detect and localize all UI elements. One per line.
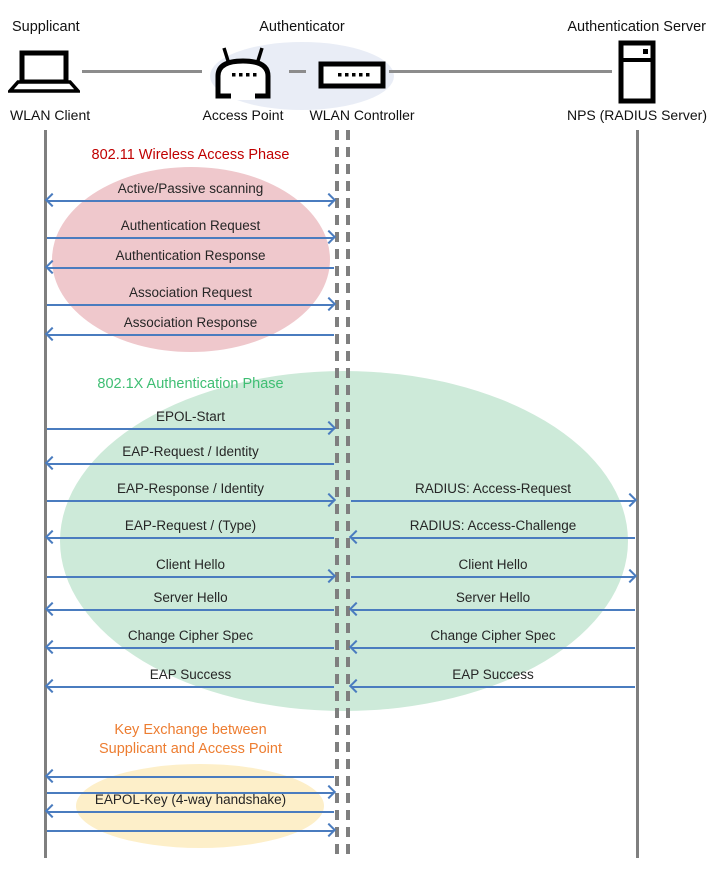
wlan-controller-label: WLAN Controller — [309, 107, 415, 123]
arrowhead-left-icon — [45, 769, 59, 783]
arrow-shaft — [47, 200, 334, 202]
access-point-label: Access Point — [202, 107, 284, 123]
wlan-client-label: WLAN Client — [10, 107, 91, 123]
lifeline-wlan-controller — [346, 130, 350, 858]
phase3-title-line2: Supplicant and Access Point — [99, 741, 282, 757]
phase2-title: 802.1X Authentication Phase — [97, 376, 284, 392]
message-label: Client Hello — [155, 557, 226, 572]
message-label: Association Response — [123, 315, 258, 330]
arrow-shaft — [47, 428, 334, 430]
arrow-shaft — [47, 811, 334, 813]
lifeline-nps-server — [636, 130, 639, 858]
message-label: EAP-Request / (Type) — [124, 518, 257, 533]
arrow-shaft — [47, 776, 334, 778]
arrow-shaft — [351, 576, 635, 578]
authenticator-role-label: Authenticator — [259, 19, 345, 35]
arrow-shaft — [47, 237, 334, 239]
nps-radius-server-label: NPS (RADIUS Server) — [566, 107, 707, 123]
phase1-title: 802.11 Wireless Access Phase — [91, 147, 290, 163]
message-label: Active/Passive scanning — [117, 181, 264, 196]
arrow-shaft — [47, 463, 334, 465]
arrow-shaft — [47, 686, 334, 688]
arrow-shaft — [351, 609, 635, 611]
message-label: RADIUS: Access-Request — [414, 481, 572, 496]
arrowhead-right-icon — [322, 823, 336, 837]
supplicant-role-label: Supplicant — [12, 19, 80, 35]
message-label: Authentication Response — [115, 248, 266, 263]
message-label: EPOL-Start — [155, 409, 226, 424]
message-label: EAP Success — [149, 667, 232, 682]
connector-controller-server — [389, 70, 612, 73]
phase3-title — [47, 721, 334, 759]
arrow-shaft — [47, 830, 334, 832]
wlan-controller-icon — [318, 60, 386, 90]
arrow-shaft — [351, 647, 635, 649]
message-label: RADIUS: Access-Challenge — [409, 518, 577, 533]
arrow-shaft — [47, 500, 334, 502]
arrow-shaft — [47, 647, 334, 649]
message-label: EAP-Response / Identity — [116, 481, 265, 496]
arrow-shaft — [47, 334, 334, 336]
message-label: Client Hello — [458, 557, 528, 572]
connector-ap-controller — [289, 70, 306, 73]
message-label: Server Hello — [153, 590, 228, 605]
message-label: Change Cipher Spec — [430, 628, 556, 643]
message-label: EAP Success — [452, 667, 534, 682]
arrow-shaft — [47, 609, 334, 611]
phase3-title-line1: Key Exchange between — [114, 722, 267, 738]
arrow-shaft — [47, 537, 334, 539]
message-label: EAP-Request / Identity — [122, 444, 259, 459]
message-label: Change Cipher Spec — [127, 628, 254, 643]
server-icon — [618, 40, 656, 104]
arrow-shaft — [351, 537, 635, 539]
connector-client-ap — [82, 70, 202, 73]
arrow-shaft — [47, 576, 334, 578]
message-label: Association Request — [128, 285, 253, 300]
arrow-shaft — [47, 267, 334, 269]
laptop-icon — [8, 50, 80, 94]
message-label: Authentication Request — [120, 218, 261, 233]
access-point-icon — [213, 46, 273, 102]
message-label: EAPOL-Key (4-way handshake) — [94, 792, 287, 807]
lifeline-access-point — [335, 130, 339, 858]
message-label: Server Hello — [455, 590, 531, 605]
arrow-shaft — [351, 686, 635, 688]
arrow-shaft — [351, 500, 635, 502]
authentication-server-role-label: Authentication Server — [567, 19, 706, 35]
arrow-shaft — [47, 304, 334, 306]
